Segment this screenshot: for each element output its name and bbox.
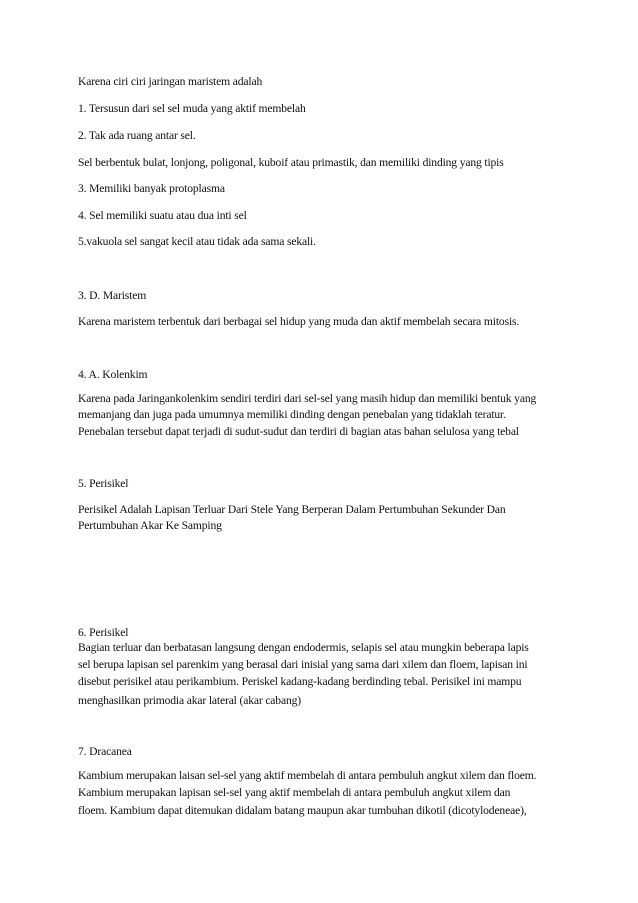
answer-3-text: Karena maristem terbentuk dari berbagai sel hidup yang muda dan aktif membelah secara mitosis. [78, 315, 520, 328]
intro-item-5: 5.vakuola sel sangat kecil atau tidak ada sama sekali. [78, 235, 316, 248]
answer-6-line-4: menghasilkan primodia akar lateral (akar cabang) [78, 694, 301, 707]
answer-5-line-1: Perisikel Adalah Lapisan Terluar Dari Stele Yang Berperan Dalam Pertumbuhan Sekunder Dan [78, 503, 506, 516]
answer-4-line-3: Penebalan tersebut dapat terjadi di sudut-sudut dan terdiri di bagian atas bahan selulosa yang tebal [78, 425, 519, 438]
intro-item-1: 1. Tersusun dari sel sel muda yang aktif membelah [78, 102, 306, 115]
intro-item-3: 3. Memiliki banyak protoplasma [78, 182, 225, 195]
answer-3-heading: 3. D. Maristem [78, 289, 147, 302]
answer-6-line-2: sel berupa lapisan sel parenkim yang berasal dari inisial yang sama dari xilem dan floem, lapisan ini [78, 658, 528, 671]
answer-7-line-2: Kambium merupakan lapisan sel-sel yang aktif membelah di antara pembuluh angkut xilem dan [78, 786, 511, 799]
answer-4-line-1: Karena pada Jaringankolenkim sendiri terdiri dari sel-sel yang masih hidup dan memiliki bentuk yang [78, 392, 537, 405]
answer-4-heading: 4. A. Kolenkim [78, 368, 148, 381]
intro-heading: Karena ciri ciri jaringan maristem adalah [78, 75, 263, 88]
answer-6-line-3: disebut perisikel atau perikambium. Periskel kadang-kadang berdinding tebal. Perisikel ini mampu [78, 675, 522, 688]
answer-4-line-2: memanjang dan juga pada umumnya memiliki dinding dengan penebalan yang tidaklah teratur. [78, 408, 506, 421]
answer-6-line-1: Bagian terluar dan berbatasan langsung dengan endodermis, selapis sel atau mungkin beberapa lapis [78, 641, 529, 654]
answer-5-line-2: Pertumbuhan Akar Ke Samping [78, 519, 222, 532]
intro-note: Sel berbentuk bulat, lonjong, poligonal, kuboif atau primastik, dan memiliki dinding yang tipis [78, 156, 504, 169]
answer-7-line-3: floem. Kambium dapat ditemukan didalam batang maupun akar tumbuhan dikotil (dicotylodeneae), [78, 804, 527, 817]
answer-7-line-1: Kambium merupakan laisan sel-sel yang aktif membelah di antara pembuluh angkut xilem dan floem. [78, 769, 537, 782]
intro-item-4: 4. Sel memiliki suatu atau dua inti sel [78, 209, 247, 222]
intro-item-2: 2. Tak ada ruang antar sel. [78, 129, 196, 142]
answer-5-heading: 5. Perisikel [78, 477, 129, 490]
answer-7-heading: 7. Dracanea [78, 745, 132, 758]
answer-6-heading: 6. Perisikel [78, 626, 129, 639]
